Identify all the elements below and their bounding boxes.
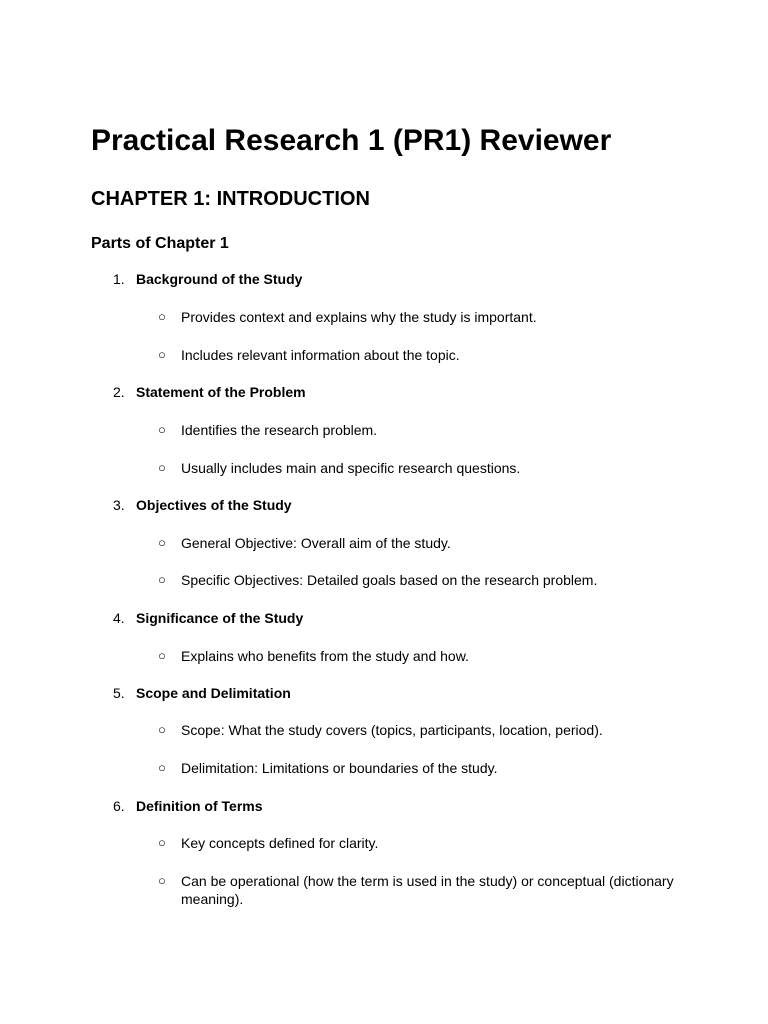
- sub-item-text: Delimitation: Limitations or boundaries of the study.: [181, 760, 498, 776]
- sub-item-text: Specific Objectives: Detailed goals based on the research problem.: [181, 572, 598, 588]
- list-item-number: 6.: [113, 798, 125, 814]
- list-item-title: Background of the Study: [136, 271, 303, 287]
- list-item-title: Scope and Delimitation: [136, 685, 291, 701]
- bullet-circle-icon: ○: [158, 760, 166, 775]
- chapter-heading: CHAPTER 1: INTRODUCTION: [91, 188, 370, 210]
- bullet-circle-icon: ○: [158, 309, 166, 324]
- sub-item-text: General Objective: Overall aim of the study.: [181, 535, 451, 551]
- bullet-circle-icon: ○: [158, 648, 166, 663]
- bullet-circle-icon: ○: [158, 347, 166, 362]
- list-item-number: 5.: [113, 685, 125, 701]
- bullet-circle-icon: ○: [158, 835, 166, 850]
- bullet-circle-icon: ○: [158, 722, 166, 737]
- sub-item-text: Usually includes main and specific research questions.: [181, 460, 521, 476]
- bullet-circle-icon: ○: [158, 572, 166, 587]
- sub-item-text: Key concepts defined for clarity.: [181, 835, 379, 851]
- bullet-circle-icon: ○: [158, 873, 166, 888]
- list-item-title: Definition of Terms: [136, 798, 263, 814]
- list-item-title: Objectives of the Study: [136, 497, 292, 513]
- sub-item-text: Explains who benefits from the study and how.: [181, 648, 469, 664]
- list-item-title: Statement of the Problem: [136, 384, 306, 400]
- bullet-circle-icon: ○: [158, 460, 166, 475]
- sub-item-text: Identifies the research problem.: [181, 422, 378, 438]
- list-item-title: Significance of the Study: [136, 610, 304, 626]
- sub-item-text: Provides context and explains why the study is important.: [181, 309, 537, 325]
- list-item-number: 3.: [113, 497, 125, 513]
- sub-item-text: Includes relevant information about the topic.: [181, 347, 460, 363]
- document-title: Practical Research 1 (PR1) Reviewer: [91, 124, 612, 157]
- sub-item-text: Scope: What the study covers (topics, participants, location, period).: [181, 722, 603, 738]
- sub-item-text: Can be operational (how the term is used in the study) or conceptual (dictionary meaning).: [181, 873, 674, 907]
- list-item-number: 2.: [113, 384, 125, 400]
- list-item-number: 4.: [113, 610, 125, 626]
- list-item-number: 1.: [113, 271, 125, 287]
- section-heading: Parts of Chapter 1: [91, 235, 229, 252]
- bullet-circle-icon: ○: [158, 422, 166, 437]
- bullet-circle-icon: ○: [158, 535, 166, 550]
